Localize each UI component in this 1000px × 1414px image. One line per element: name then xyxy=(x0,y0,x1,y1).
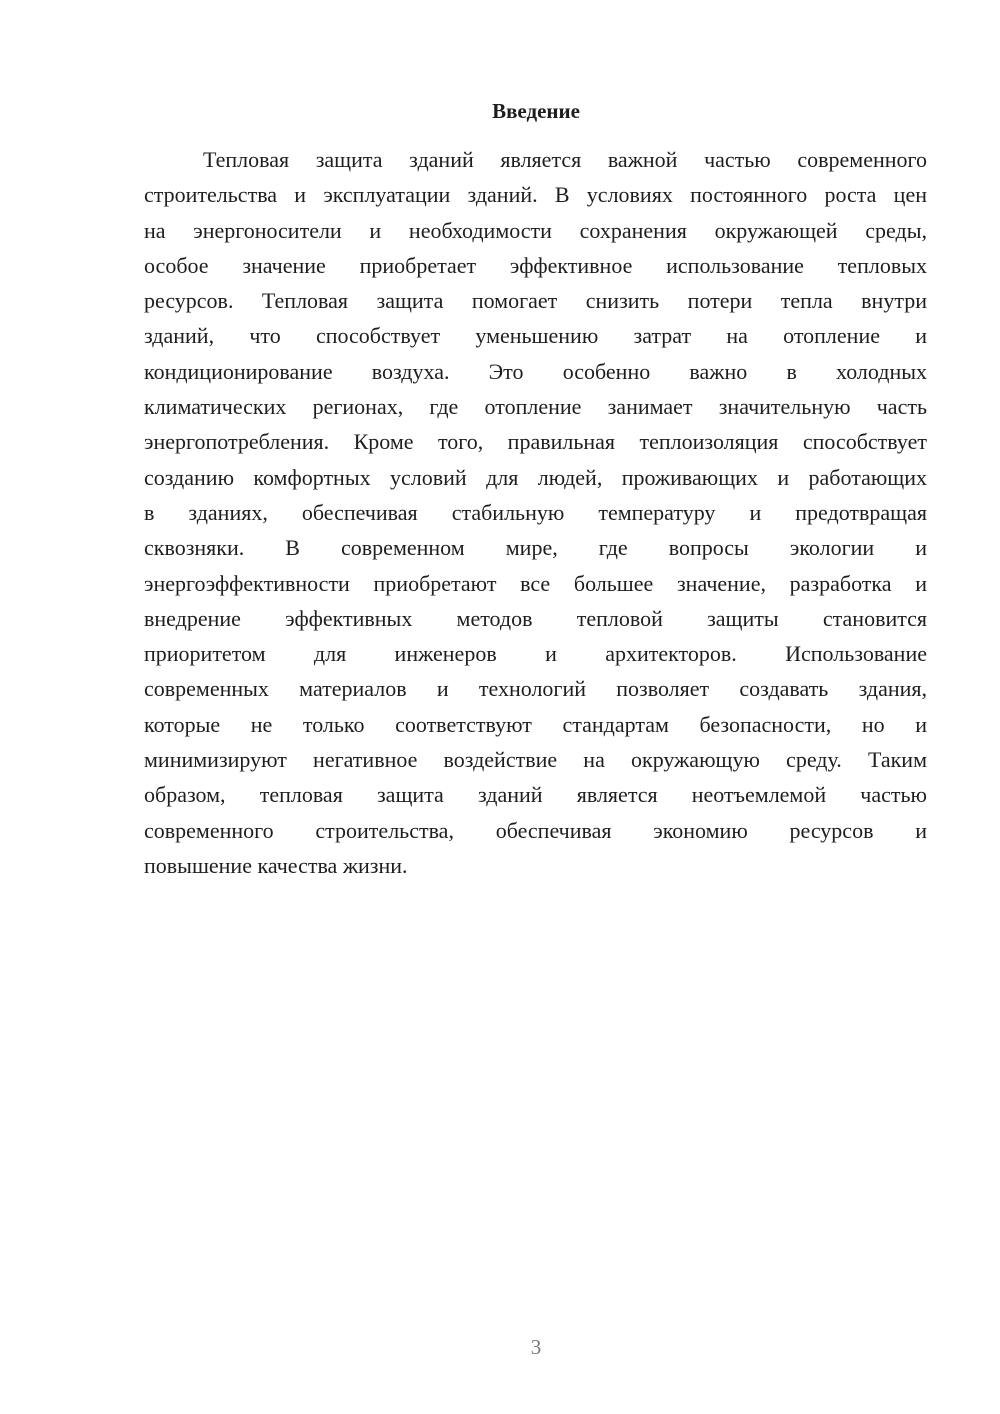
page-number: 3 xyxy=(530,1335,542,1359)
text-line: энергопотребления. Кроме того, правильная теплоизоляция способствует xyxy=(144,429,927,455)
text-line: сквозняки. В современном мире, где вопросы экологии и xyxy=(144,535,927,561)
text-line: особое значение приобретает эффективное использование тепловых xyxy=(144,252,927,278)
text-line: современных материалов и технологий позволяет создавать здания, xyxy=(144,676,927,702)
text-line: строительства и эксплуатации зданий. В условиях постоянного роста цен xyxy=(144,182,927,208)
text-line: кондиционирование воздуха. Это особенно важно в холодных xyxy=(144,358,927,384)
text-line: которые не только соответствуют стандартам безопасности, но и xyxy=(144,711,927,737)
text-line: образом, тепловая защита зданий является неотъемлемой частью xyxy=(144,782,927,808)
paragraph xyxy=(144,142,927,883)
text-line: созданию комфортных условий для людей, проживающих и работающих xyxy=(144,464,927,490)
text-line: внедрение эффективных методов тепловой защиты становится xyxy=(144,605,927,631)
section-heading: Введение xyxy=(492,99,580,123)
text-line: повышение качества жизни. xyxy=(144,852,408,878)
text-line: на энергоносители и необходимости сохранения окружающей среды, xyxy=(144,217,927,243)
text-line: климатических регионах, где отопление занимает значительную часть xyxy=(144,394,927,420)
text-line: в зданиях, обеспечивая стабильную температуру и предотвращая xyxy=(144,499,927,525)
text-line: ресурсов. Тепловая защита помогает снизить потери тепла внутри xyxy=(144,288,927,314)
text-line: зданий, что способствует уменьшению затрат на отопление и xyxy=(144,323,927,349)
text-line: приоритетом для инженеров и архитекторов. Использование xyxy=(144,641,927,667)
text-line: Тепловая защита зданий является важной частью современного xyxy=(203,147,927,172)
text-line: современного строительства, обеспечивая экономию ресурсов и xyxy=(144,817,927,843)
text-line: энергоэффективности приобретают все большее значение, разработка и xyxy=(144,570,927,596)
text-line: минимизируют негативное воздействие на окружающую среду. Таким xyxy=(144,747,927,773)
